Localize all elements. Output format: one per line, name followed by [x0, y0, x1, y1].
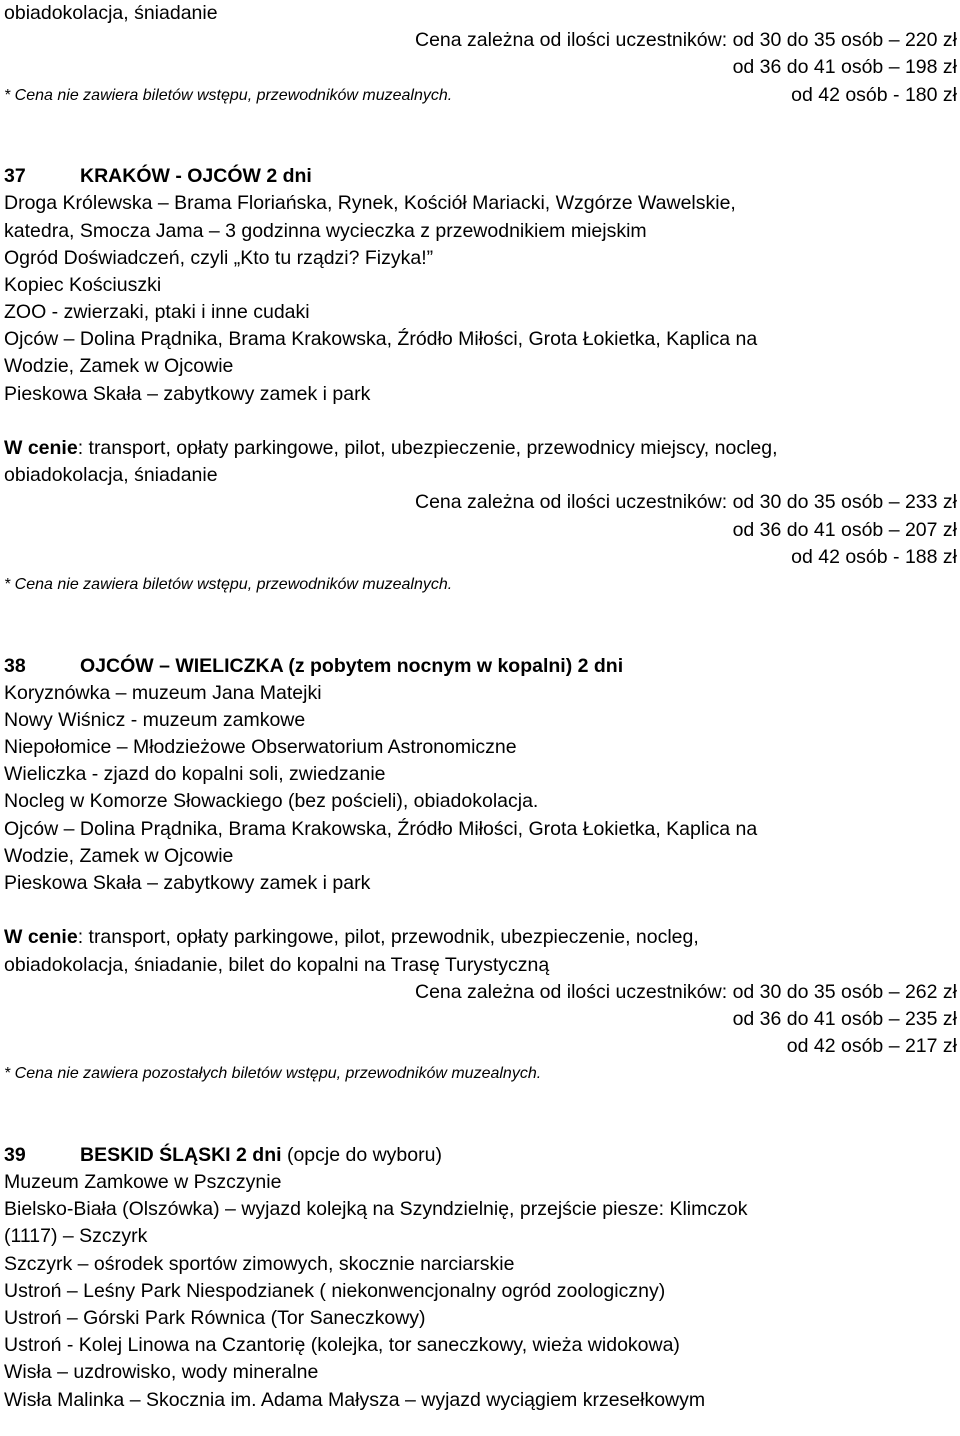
- included-continuation: obiadokolacja, śniadanie: [4, 464, 218, 487]
- itinerary-line: Niepołomice – Młodzieżowe Obserwatorium Astronomiczne: [4, 736, 517, 759]
- itinerary-line: Droga Królewska – Brama Floriańska, Rynek, Kościół Mariacki, Wzgórze Wawelskie,: [4, 192, 736, 215]
- price-line: od 36 do 41 osób – 198 zł: [732, 56, 957, 79]
- section-trip-39: [4, 1142, 957, 1414]
- itinerary-line: Ustroń – Leśny Park Niespodzianek ( niekonwencjonalny ogród zoologiczny): [4, 1279, 666, 1302]
- price-note: * Cena nie zawiera biletów wstępu, przewodników muzealnych.: [4, 86, 453, 104]
- itinerary-line: Ojców – Dolina Prądnika, Brama Krakowska, Źródło Miłości, Grota Łokietka, Kaplica na: [4, 817, 758, 840]
- trip-title: OJCÓW – WIELICZKA (z pobytem nocnym w kopalni) 2 dni: [80, 654, 624, 677]
- itinerary-line: Pieskowa Skała – zabytkowy zamek i park: [4, 872, 371, 895]
- price-line: od 42 osób - 188 zł: [791, 545, 957, 568]
- trip-heading: [4, 653, 957, 680]
- section-spacer: [4, 109, 957, 163]
- trip-title: KRAKÓW - OJCÓW 2 dni: [80, 165, 312, 188]
- itinerary-line: Pieskowa Skała – zabytkowy zamek i park: [4, 382, 371, 405]
- included-label: W cenie: [4, 926, 78, 949]
- trip-heading: [4, 1142, 957, 1169]
- included-line: [4, 924, 957, 951]
- included-continuation: obiadokolacja, śniadanie: [4, 2, 218, 24]
- trip-number: 39: [4, 1143, 26, 1166]
- price-line: Cena zależna od ilości uczestników: od 30 do 35 osób – 220 zł: [414, 29, 957, 52]
- trip-number: 37: [4, 165, 26, 188]
- itinerary-line: Ojców – Dolina Prądnika, Brama Krakowska, Źródło Miłości, Grota Łokietka, Kaplica na: [4, 328, 758, 351]
- trip-title-suffix: (opcje do wyboru): [281, 1143, 442, 1166]
- price-line: od 42 osób – 217 zł: [786, 1035, 957, 1058]
- trip-title: BESKID ŚLĄSKI 2 dni: [80, 1143, 282, 1166]
- itinerary-line: Nocleg w Komorze Słowackiego (bez pościeli), obiadokolacja.: [4, 790, 539, 813]
- itinerary-line: katedra, Smocza Jama – 3 godzinna wycieczka z przewodnikiem miejskim: [4, 219, 647, 242]
- itinerary-line: Nowy Wiśnicz - muzeum zamkowe: [4, 708, 306, 731]
- itinerary-line: Wisła Malinka – Skocznia im. Adama Małysza – wyjazd wyciągiem krzesełkowym: [4, 1388, 706, 1411]
- section-trip-37: [4, 163, 957, 598]
- itinerary-line: ZOO - zwierzaki, ptaki i inne cudaki: [4, 301, 310, 324]
- trip-number: 38: [4, 654, 26, 677]
- price-line: Cena zależna od ilości uczestników: od 30 do 35 osób – 233 zł: [414, 491, 957, 514]
- itinerary-line: Muzeum Zamkowe w Pszczynie: [4, 1171, 282, 1194]
- included-label: W cenie: [4, 437, 78, 460]
- itinerary-line: Ustroń - Kolej Linowa na Czantorię (kolejka, tor saneczkowy, wieża widokowa): [4, 1334, 680, 1357]
- included-text: : transport, opłaty parkingowe, pilot, ubezpieczenie, przewodnicy miejscy, nocleg,: [77, 437, 778, 460]
- included-line: [4, 435, 957, 462]
- price-line: od 36 do 41 osób – 207 zł: [732, 518, 957, 541]
- price-note: * Cena nie zawiera pozostałych biletów wstępu, przewodników muzealnych.: [4, 1065, 542, 1083]
- section-trip-38: [4, 653, 957, 1088]
- itinerary-line: Wodzie, Zamek w Ojcowie: [4, 355, 234, 378]
- itinerary-line: Ustroń – Górski Park Równica (Tor Saneczkowy): [4, 1307, 426, 1330]
- included-text: : transport, opłaty parkingowe, pilot, przewodnik, ubezpieczenie, nocleg,: [77, 926, 699, 949]
- itinerary-line: Kopiec Kościuszki: [4, 273, 162, 296]
- section-spacer: [4, 1088, 957, 1142]
- section-spacer: [4, 598, 957, 652]
- itinerary-line: Bielsko-Biała (Olszówka) – wyjazd kolejką na Szyndzielnię, przejście piesze: Klimczok: [4, 1198, 748, 1221]
- price-line: Cena zależna od ilości uczestników: od 30 do 35 osób – 262 zł: [414, 980, 957, 1003]
- trip-heading: [4, 163, 957, 190]
- itinerary-line: Wieliczka - zjazd do kopalni soli, zwiedzanie: [4, 763, 386, 786]
- itinerary-line: Wodzie, Zamek w Ojcowie: [4, 844, 234, 867]
- price-note: * Cena nie zawiera biletów wstępu, przewodników muzealnych.: [4, 575, 453, 593]
- itinerary-line: (1117) – Szczyrk: [4, 1225, 148, 1248]
- included-continuation: obiadokolacja, śniadanie, bilet do kopalni na Trasę Turystyczną: [4, 953, 550, 976]
- price-line: od 36 do 41 osób – 235 zł: [732, 1007, 957, 1030]
- line-spacer: [4, 408, 957, 435]
- itinerary-line: Wisła – uzdrowisko, wody mineralne: [4, 1361, 319, 1384]
- itinerary-line: Ogród Doświadczeń, czyli „Kto tu rządzi? Fizyka!”: [4, 246, 434, 269]
- itinerary-line: Szczyrk – ośrodek sportów zimowych, skocznie narciarskie: [4, 1252, 515, 1275]
- line-spacer: [4, 897, 957, 924]
- section-top-continuation: [4, 0, 957, 109]
- itinerary-line: Koryznówka – muzeum Jana Matejki: [4, 681, 322, 704]
- price-line: od 42 osób - 180 zł: [791, 83, 957, 106]
